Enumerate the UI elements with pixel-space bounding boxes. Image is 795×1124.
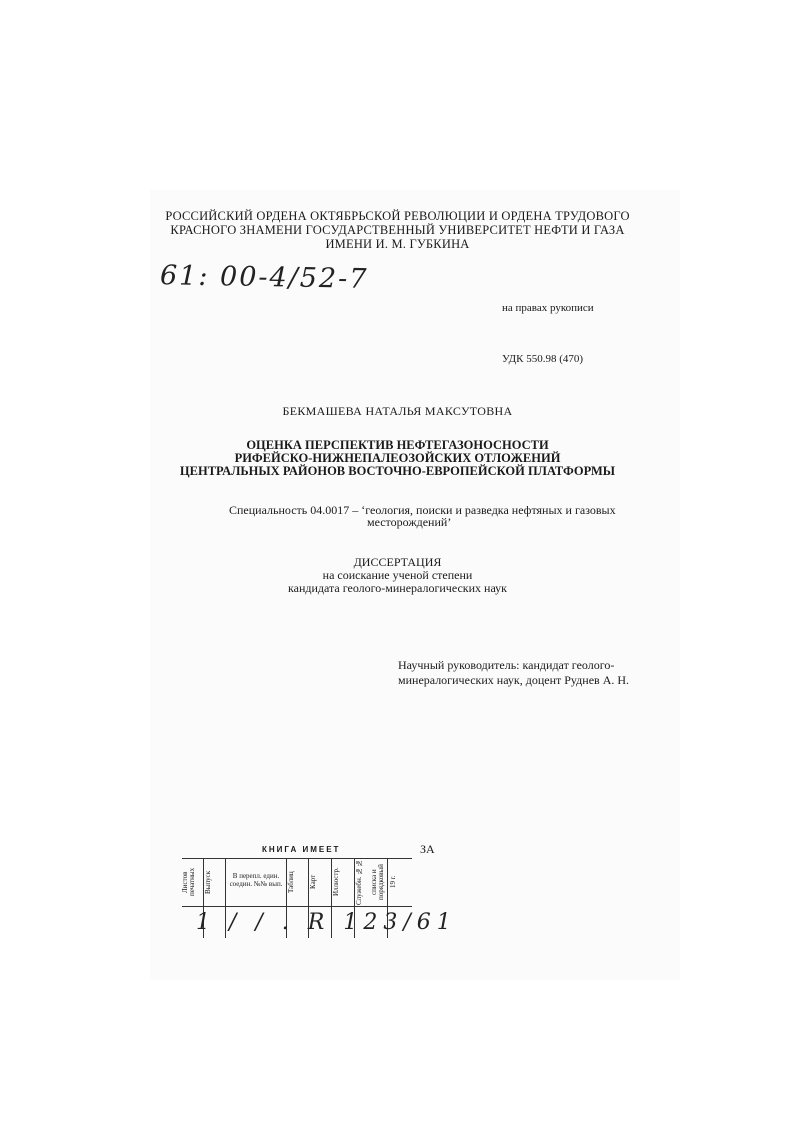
handwritten-code: 61: 00-4/52-7	[159, 260, 369, 295]
author-name: БЕКМАШЕВА НАТАЛЬЯ МАКСУТОВНА	[282, 404, 513, 418]
stamp-col-sheets: Листов печатных	[181, 867, 196, 897]
stamp-col-maps: Карт	[309, 874, 317, 890]
stamp-header: КНИГА ИМЕЕТ	[262, 845, 341, 854]
supervisor-line-2: минералогических наук, доцент Руднев А. Н.	[398, 673, 630, 687]
title-line-3: ЦЕНТРАЛЬНЫХ РАЙОНОВ ВОСТОЧНО-ЕВРОПЕЙСКОЙ ПЛАТФОРМЫ	[179, 464, 616, 478]
university-line-3: ИМЕНИ И. М. ГУБКИНА	[325, 237, 470, 251]
stamp-col-illustrations: Иллюстр.	[332, 867, 340, 897]
stamp-col-binding: В перепл. един. соедин. №№ вып.	[229, 872, 283, 888]
stamp-col-tables: Таблиц	[287, 871, 295, 893]
stamp-col-list-order: списка и порядковый	[370, 864, 385, 900]
dissertation-degree-line-2: кандидата геолого-минералогических наук	[287, 581, 508, 595]
specialty-line-1: Специальность 04.0017 – ‘геология, поиски и разведка нефтяных и газовых	[229, 503, 616, 517]
stamp-trailing-text: ЗА	[420, 842, 435, 856]
dissertation-degree-line-1: на соискание ученой степени	[322, 568, 473, 582]
udc-code: УДК 550.98 (470)	[502, 353, 584, 365]
rights-notice: на правах рукописи	[502, 302, 594, 314]
title-line-1: ОЦЕНКА ПЕРСПЕКТИВ НЕФТЕГАЗОНОСНОСТИ	[246, 438, 549, 452]
supervisor-line-1: Научный руководитель: кандидат геолого-	[398, 658, 615, 672]
stamp-col-issue: Выпуск	[204, 870, 212, 894]
stamp-rule	[182, 906, 412, 907]
dissertation-label: ДИССЕРТАЦИЯ	[353, 555, 442, 569]
title-line-2: РИФЕЙСКО-НИЖНЕПАЛЕОЗОЙСКИХ ОТЛОЖЕНИЙ	[234, 451, 561, 465]
specialty-line-2: месторождений’	[367, 515, 452, 529]
stamp-col-year: 19 г.	[389, 875, 397, 889]
university-line-1: РОССИЙСКИЙ ОРДЕНА ОКТЯБРЬСКОЙ РЕВОЛЮЦИИ И ОРДЕНА ТРУДОВОГО	[165, 209, 630, 223]
stamp-col-service-numbers: Служебн. №№	[355, 858, 363, 906]
university-line-2: КРАСНОГО ЗНАМЕНИ ГОСУДАРСТВЕННЫЙ УНИВЕРСИТЕТ НЕФТИ И ГАЗА	[170, 223, 625, 237]
stamp-handwritten-entries: 1 / / . R 123/61	[196, 910, 457, 935]
